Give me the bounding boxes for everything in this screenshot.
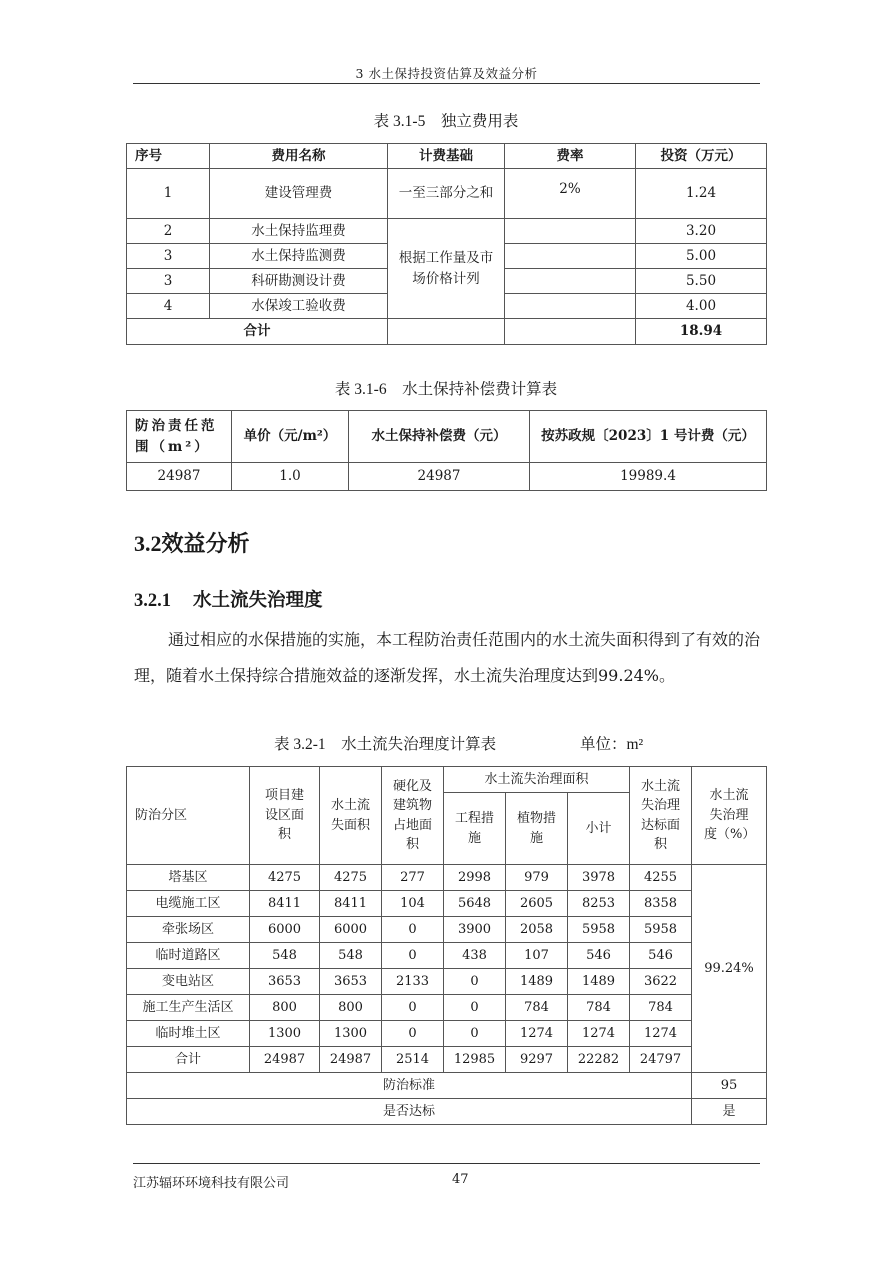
cell-value: 1274	[568, 1021, 630, 1047]
cell-zone: 变电站区	[127, 969, 250, 995]
cell-zone: 塔基区	[127, 865, 250, 891]
cell-value: 104	[382, 891, 444, 917]
cell-amount: 5.00	[636, 244, 767, 269]
cell-value: 5958	[630, 917, 692, 943]
header-vegetation: 植物措施	[506, 793, 568, 865]
cell-value: 0	[444, 995, 506, 1021]
cell-value: 784	[568, 995, 630, 1021]
cell-no: 3	[127, 244, 210, 269]
header-project-area: 项目建设区面积	[250, 767, 320, 865]
cell-value: 1.0	[232, 463, 349, 491]
cell-empty	[505, 319, 636, 345]
column-header: 投资（万元）	[636, 144, 767, 169]
cell-value: 1489	[506, 969, 568, 995]
subsection-title: 水土流失治理度	[193, 591, 323, 611]
reached-label: 是否达标	[127, 1099, 692, 1125]
subsection-number: 3.2.1	[134, 591, 171, 611]
cell-value: 8411	[250, 891, 320, 917]
cell-value: 0	[444, 969, 506, 995]
cell-value: 2058	[506, 917, 568, 943]
table-row	[127, 219, 767, 244]
cell-value: 0	[382, 995, 444, 1021]
cell-value: 784	[506, 995, 568, 1021]
cell-value: 5958	[568, 917, 630, 943]
cell-value: 0	[382, 917, 444, 943]
cell-amount: 1.24	[636, 169, 767, 219]
cell-value: 22282	[568, 1047, 630, 1073]
cell-zone: 临时堆土区	[127, 1021, 250, 1047]
column-header: 水土保持补偿费（元）	[349, 411, 530, 463]
table-soil-loss-control	[126, 766, 767, 1125]
cell-zone: 牵张场区	[127, 917, 250, 943]
table-row	[127, 969, 767, 995]
header-zone: 防治分区	[127, 767, 250, 865]
cell-value: 12985	[444, 1047, 506, 1073]
cell-empty	[388, 319, 505, 345]
cell-value: 8358	[630, 891, 692, 917]
header-loss-area: 水土流失面积	[320, 767, 382, 865]
paragraph-text: 通过相应的水保措施的实施，本工程防治责任范围内的水土流失面积得到了有效的治理，随着水土保持综合措施效益的逐渐发挥，水土流失治理度达到99.24%。	[134, 630, 761, 685]
table-3-2-1-caption: 表 3.2-1 水土流失治理度计算表	[274, 736, 497, 753]
table-row	[127, 1047, 767, 1073]
cell-value: 2605	[506, 891, 568, 917]
header-subtotal: 小计	[568, 793, 630, 865]
cell-name: 科研勘测设计费	[210, 269, 388, 294]
cell-value: 1274	[506, 1021, 568, 1047]
table-row	[127, 169, 767, 219]
standard-label: 防治标准	[127, 1073, 692, 1099]
table-header-row	[127, 411, 767, 463]
cell-name: 水保竣工验收费	[210, 294, 388, 319]
column-header: 防治责任范围（m²）	[127, 411, 232, 463]
cell-zone: 施工生产生活区	[127, 995, 250, 1021]
standard-value: 95	[692, 1073, 767, 1099]
cell-value: 24797	[630, 1047, 692, 1073]
table-row	[127, 463, 767, 491]
cell-no: 2	[127, 219, 210, 244]
header-engineering: 工程措施	[444, 793, 506, 865]
table-total-row	[127, 319, 767, 345]
cell-value: 3653	[250, 969, 320, 995]
reached-value: 是	[692, 1099, 767, 1125]
column-header: 单价（元/m²）	[232, 411, 349, 463]
cell-value: 1489	[568, 969, 630, 995]
cell-name: 水土保持监测费	[210, 244, 388, 269]
column-header: 费用名称	[210, 144, 388, 169]
cell-no: 4	[127, 294, 210, 319]
cell-value: 548	[250, 943, 320, 969]
cell-zone: 合计	[127, 1047, 250, 1073]
cell-value: 4275	[250, 865, 320, 891]
cell-value: 4275	[320, 865, 382, 891]
table-row	[127, 891, 767, 917]
table-3-1-6-caption: 表 3.1-6 水土保持补偿费计算表	[334, 381, 558, 398]
cell-rate	[505, 219, 636, 244]
table-independent-costs	[126, 143, 767, 345]
header-degree: 水土流失治理度（%）	[692, 767, 767, 865]
cell-value: 548	[320, 943, 382, 969]
table-row	[127, 995, 767, 1021]
standard-row	[127, 1073, 767, 1099]
cell-value: 24987	[127, 463, 232, 491]
cell-value: 0	[382, 943, 444, 969]
cell-value: 6000	[250, 917, 320, 943]
column-header: 费率	[505, 144, 636, 169]
cell-value: 800	[250, 995, 320, 1021]
column-header: 计费基础	[388, 144, 505, 169]
footer-company: 江苏辐环环境科技有限公司	[133, 1176, 290, 1191]
table-row	[127, 943, 767, 969]
section-heading: 3.2效益分析	[134, 531, 250, 556]
cell-amount: 5.50	[636, 269, 767, 294]
cell-zone: 临时道路区	[127, 943, 250, 969]
total-amount: 18.94	[636, 319, 767, 345]
table-row	[127, 865, 767, 891]
cell-value: 277	[382, 865, 444, 891]
cell-value: 3653	[320, 969, 382, 995]
cell-value: 8253	[568, 891, 630, 917]
cell-value: 19989.4	[530, 463, 767, 491]
column-header: 序号	[127, 144, 210, 169]
table-compensation-fee	[126, 410, 767, 491]
cell-value: 24987	[349, 463, 530, 491]
cell-value: 979	[506, 865, 568, 891]
cell-value: 107	[506, 943, 568, 969]
cell-value: 24987	[250, 1047, 320, 1073]
cell-value: 2998	[444, 865, 506, 891]
cell-value: 546	[568, 943, 630, 969]
cell-value: 800	[320, 995, 382, 1021]
column-header: 按苏政规〔2023〕1 号计费（元）	[530, 411, 767, 463]
cell-rate	[505, 294, 636, 319]
header-hardened: 硬化及建筑物占地面积	[382, 767, 444, 865]
table-3-1-5-caption: 表 3.1-5 独立费用表	[373, 113, 519, 130]
cell-basis-merged: 根据工作量及市场价格计列	[388, 219, 505, 319]
cell-zone: 电缆施工区	[127, 891, 250, 917]
total-label: 合计	[127, 319, 388, 345]
table-row	[127, 917, 767, 943]
table-unit-label: 单位：m²	[580, 736, 644, 753]
cell-value: 2514	[382, 1047, 444, 1073]
cell-value: 3622	[630, 969, 692, 995]
cell-rate: 2%	[505, 169, 636, 219]
cell-name: 建设管理费	[210, 169, 388, 219]
table-header-row	[127, 767, 767, 793]
cell-rate	[505, 244, 636, 269]
table-row	[127, 1021, 767, 1047]
cell-value: 1300	[320, 1021, 382, 1047]
cell-value: 8411	[320, 891, 382, 917]
cell-degree-merged: 99.24%	[692, 865, 767, 1073]
header-standard-area: 水土流失治理达标面积	[630, 767, 692, 865]
cell-value: 1274	[630, 1021, 692, 1047]
cell-value: 5648	[444, 891, 506, 917]
subsection-heading	[134, 586, 323, 612]
header-rule	[133, 83, 760, 84]
cell-value: 2133	[382, 969, 444, 995]
cell-value: 438	[444, 943, 506, 969]
running-header: 3 水土保持投资估算及效益分析	[355, 66, 538, 81]
cell-value: 6000	[320, 917, 382, 943]
cell-value: 784	[630, 995, 692, 1021]
table-body	[127, 865, 767, 1073]
cell-name: 水土保持监理费	[210, 219, 388, 244]
cell-value: 3900	[444, 917, 506, 943]
cell-value: 24987	[320, 1047, 382, 1073]
cell-basis: 一至三部分之和	[388, 169, 505, 219]
table-header-row	[127, 144, 767, 169]
cell-amount: 3.20	[636, 219, 767, 244]
cell-rate	[505, 269, 636, 294]
cell-value: 0	[382, 1021, 444, 1047]
page-number: 47	[452, 1172, 469, 1187]
footer-rule	[133, 1163, 760, 1164]
cell-value: 0	[444, 1021, 506, 1047]
reached-row	[127, 1099, 767, 1125]
cell-value: 546	[630, 943, 692, 969]
cell-no: 1	[127, 169, 210, 219]
header-treated-group: 水土流失治理面积	[444, 767, 630, 793]
cell-amount: 4.00	[636, 294, 767, 319]
cell-value: 1300	[250, 1021, 320, 1047]
body-paragraph	[134, 622, 760, 694]
cell-value: 4255	[630, 865, 692, 891]
cell-no: 3	[127, 269, 210, 294]
cell-value: 9297	[506, 1047, 568, 1073]
cell-value: 3978	[568, 865, 630, 891]
